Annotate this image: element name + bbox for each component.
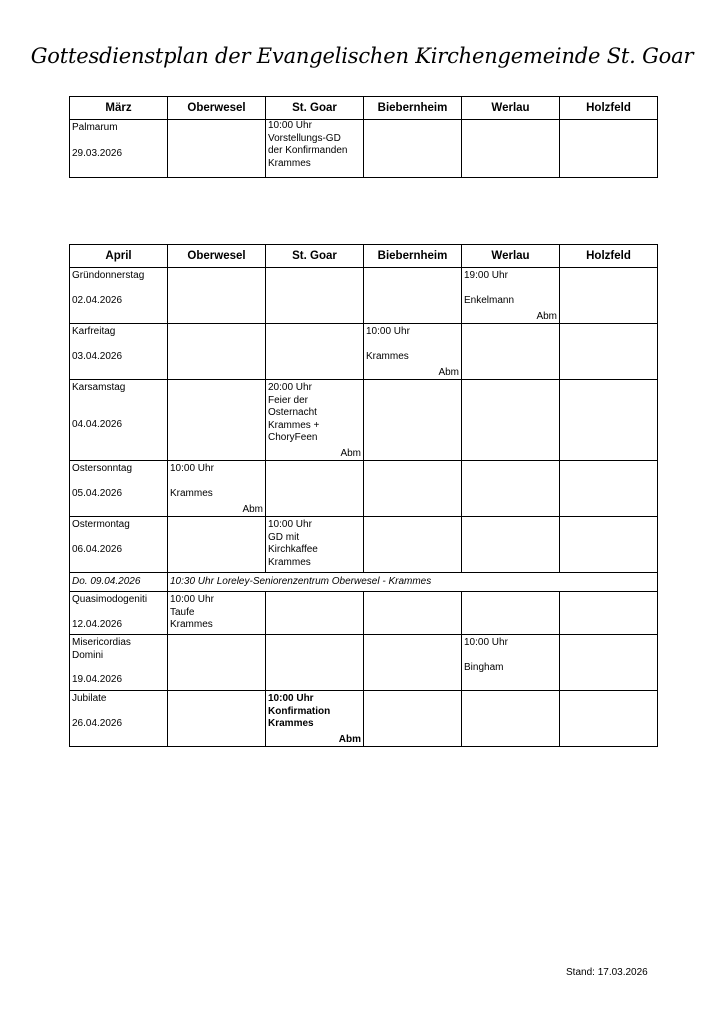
cell-werlau (462, 268, 560, 324)
day-cell (70, 461, 168, 517)
day-date: 03.04.2026 (72, 350, 123, 362)
service-line: 10:00 Uhr (268, 120, 312, 131)
abendmahl-note: Abm (242, 503, 263, 515)
cell-werlau (462, 461, 560, 517)
cell-holzfeld (560, 592, 658, 635)
cell-biebernheim (364, 635, 462, 691)
cell-werlau (462, 592, 560, 635)
cell-holzfeld (560, 517, 658, 573)
cell-oberwesel (168, 268, 266, 324)
service-line: Krammes (268, 718, 314, 729)
cell-werlau (462, 324, 560, 380)
cell-oberwesel (168, 324, 266, 380)
month-header: April (70, 245, 168, 268)
service-line: Feier der (268, 394, 309, 406)
service-line: der Konfirmanden (268, 145, 348, 156)
cell-st-goar (266, 120, 364, 178)
service-line: GD mit (268, 531, 300, 543)
table-row (70, 592, 658, 635)
day-name: Karsamstag (72, 382, 126, 393)
maerz-table (69, 96, 658, 178)
cell-st-goar (266, 268, 364, 324)
service-line: Krammes (366, 350, 409, 362)
table-row (70, 380, 658, 461)
service-line: 10:00 Uhr (170, 594, 214, 605)
cell-oberwesel (168, 461, 266, 517)
table-row (70, 268, 658, 324)
cell-biebernheim (364, 324, 462, 380)
cell-oberwesel (168, 592, 266, 635)
cell-biebernheim (364, 517, 462, 573)
cell-holzfeld (560, 635, 658, 691)
cell-st-goar (266, 635, 364, 691)
day-name: Quasimodogeniti (72, 594, 148, 605)
cell-biebernheim (364, 592, 462, 635)
special-date: Do. 09.04.2026 (70, 573, 168, 592)
table-row (70, 691, 658, 747)
day-date: 19.04.2026 (72, 674, 123, 685)
day-cell (70, 635, 168, 691)
service-line: 10:00 Uhr (268, 519, 312, 530)
special-text: 10:30 Uhr Loreley-Seniorenzentrum Oberwesel - Krammes (168, 573, 658, 592)
table-header-row (70, 97, 658, 120)
april-table (69, 244, 658, 747)
service-line: 10:00 Uhr (366, 326, 410, 337)
service-line: Krammes (170, 487, 213, 499)
day-name: Palmarum (72, 122, 118, 133)
cell-werlau (462, 635, 560, 691)
day-date: 06.04.2026 (72, 543, 123, 555)
col-header-biebernheim: Biebernheim (364, 97, 462, 120)
service-line: Enkelmann (464, 294, 515, 306)
abendmahl-note: Abm (438, 366, 459, 378)
day-date: 05.04.2026 (72, 487, 123, 499)
col-header-biebernheim: Biebernheim (364, 245, 462, 268)
service-line: Kirchkaffee (268, 544, 318, 555)
day-date: 04.04.2026 (72, 418, 123, 430)
cell-werlau (462, 517, 560, 573)
service-line: Bingham (464, 661, 504, 673)
table-row (70, 324, 658, 380)
service-line: 19:00 Uhr (464, 270, 508, 281)
cell-oberwesel (168, 120, 266, 178)
day-date: 26.04.2026 (72, 717, 123, 729)
day-date: 02.04.2026 (72, 294, 123, 306)
day-date: 29.03.2026 (72, 147, 123, 159)
day-cell (70, 268, 168, 324)
service-line: 10:00 Uhr (464, 637, 508, 648)
day-name: Ostermontag (72, 519, 130, 530)
cell-holzfeld (560, 380, 658, 461)
table-row (70, 120, 658, 178)
col-header-werlau: Werlau (462, 245, 560, 268)
col-header-oberwesel: Oberwesel (168, 245, 266, 268)
cell-holzfeld (560, 120, 658, 178)
day-name: Jubilate (72, 693, 107, 704)
table-row (70, 635, 658, 691)
cell-oberwesel (168, 691, 266, 747)
footer-stand: Stand: 17.03.2026 (566, 967, 648, 978)
cell-holzfeld (560, 268, 658, 324)
cell-oberwesel (168, 380, 266, 461)
cell-biebernheim (364, 691, 462, 747)
cell-st-goar (266, 380, 364, 461)
day-cell (70, 380, 168, 461)
cell-oberwesel (168, 517, 266, 573)
page-title: Gottesdienstplan der Evangelischen Kirchengemeinde St. Goar (30, 44, 694, 68)
cell-st-goar (266, 517, 364, 573)
cell-holzfeld (560, 461, 658, 517)
table-row (70, 461, 658, 517)
col-header-holzfeld: Holzfeld (560, 97, 658, 120)
special-service-row (70, 573, 658, 592)
service-line: Krammes (268, 157, 311, 169)
cell-biebernheim (364, 268, 462, 324)
cell-werlau (462, 691, 560, 747)
col-header-werlau: Werlau (462, 97, 560, 120)
service-line: Krammes + (268, 419, 320, 431)
service-line: Krammes (170, 619, 213, 630)
day-name: Misericordias Domini (72, 637, 131, 661)
service-line: 20:00 Uhr (268, 382, 312, 393)
abendmahl-note: Abm (536, 310, 557, 322)
cell-st-goar (266, 461, 364, 517)
cell-holzfeld (560, 691, 658, 747)
col-header-oberwesel: Oberwesel (168, 97, 266, 120)
cell-holzfeld (560, 324, 658, 380)
month-header: März (70, 97, 168, 120)
service-line: ChoryFeen (268, 432, 318, 443)
cell-biebernheim (364, 380, 462, 461)
cell-werlau (462, 380, 560, 461)
abendmahl-note: Abm (338, 733, 361, 745)
service-line: Konfirmation (268, 705, 331, 717)
day-cell (70, 324, 168, 380)
cell-st-goar (266, 324, 364, 380)
day-cell (70, 691, 168, 747)
day-cell (70, 517, 168, 573)
abendmahl-note: Abm (340, 447, 361, 459)
service-line: 10:00 Uhr (170, 463, 214, 474)
cell-st-goar (266, 592, 364, 635)
cell-biebernheim (364, 120, 462, 178)
day-name: Gründonnerstag (72, 270, 145, 281)
service-line: Vorstellungs-GD (268, 132, 341, 144)
table-row (70, 517, 658, 573)
day-date: 12.04.2026 (72, 618, 123, 630)
day-cell (70, 120, 168, 178)
cell-oberwesel (168, 635, 266, 691)
col-header-st-goar: St. Goar (266, 245, 364, 268)
cell-st-goar (266, 691, 364, 747)
col-header-holzfeld: Holzfeld (560, 245, 658, 268)
col-header-st-goar: St. Goar (266, 97, 364, 120)
service-line: Taufe (170, 606, 195, 618)
service-line: Krammes (268, 556, 311, 568)
service-line: 10:00 Uhr (268, 693, 314, 704)
day-cell (70, 592, 168, 635)
table-header-row (70, 245, 658, 268)
cell-werlau (462, 120, 560, 178)
day-name: Ostersonntag (72, 463, 133, 474)
cell-biebernheim (364, 461, 462, 517)
service-line: Osternacht (268, 407, 317, 418)
day-name: Karfreitag (72, 326, 116, 337)
